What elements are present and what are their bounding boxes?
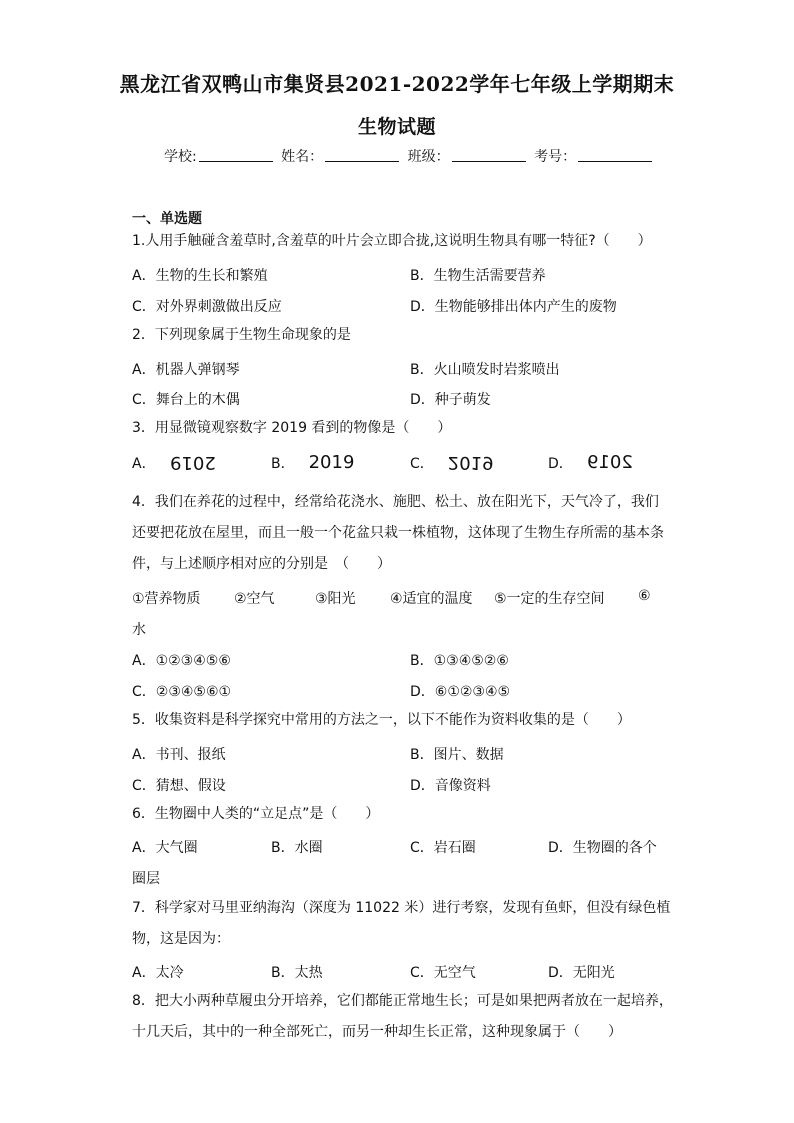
factor-6-wrap: 水 xyxy=(132,622,146,638)
option-a[interactable]: A．生物的生长和繁殖 xyxy=(132,268,268,284)
option-a[interactable]: A．书刊、报纸 xyxy=(132,747,226,763)
option-d[interactable] xyxy=(548,452,633,473)
option-b[interactable]: B．生物生活需要营养 xyxy=(410,268,546,284)
factor-3: ③阳光 xyxy=(315,591,356,607)
microscope-image-d: 2019 xyxy=(586,452,633,473)
option-d[interactable]: D．⑥①②③④⑤ xyxy=(410,684,511,700)
option-b[interactable]: B．火山喷发时岩浆喷出 xyxy=(410,362,560,378)
option-d[interactable]: D．种子萌发 xyxy=(410,392,491,408)
option-c[interactable]: C．猜想、假设 xyxy=(132,778,226,794)
option-b[interactable]: B．①③④⑤②⑥ xyxy=(410,653,509,669)
student-info-line xyxy=(164,146,656,166)
option-letter: C． xyxy=(410,456,434,472)
factor-1: ①营养物质 xyxy=(132,591,201,607)
factor-2: ②空气 xyxy=(234,591,275,607)
option-c[interactable]: C．无空气 xyxy=(410,965,476,981)
factor-5: ⑤一定的生存空间 xyxy=(494,591,605,607)
option-b[interactable]: B．图片、数据 xyxy=(410,747,504,763)
option-c[interactable]: C．对外界刺激做出反应 xyxy=(132,299,282,315)
option-a[interactable] xyxy=(132,452,215,473)
option-a[interactable]: A．大气圈 xyxy=(132,840,198,856)
microscope-image-b: 2019 xyxy=(308,452,355,473)
factor-6: ⑥ xyxy=(638,588,651,604)
question-stem xyxy=(132,487,672,580)
stem-line: 8．把大小两种草履虫分开培养，它们都能正常地生长；可是如果把两者放在一起培养， xyxy=(132,993,673,1009)
section-title: 一、单选题 xyxy=(132,211,202,227)
option-letter: D． xyxy=(548,456,573,472)
exam-number-label: 考号： xyxy=(534,149,577,165)
class-field[interactable] xyxy=(452,149,526,162)
option-a[interactable]: A．机器人弹钢琴 xyxy=(132,362,240,378)
microscope-image-c: 2019 xyxy=(447,452,494,473)
question-stem: 6．生物圈中人类的“立足点”是（ ） xyxy=(132,806,380,822)
question-stem: 5．收集资料是科学探究中常用的方法之一，以下不能作为资料收集的是（ ） xyxy=(132,712,631,728)
option-d[interactable]: D．无阳光 xyxy=(548,965,615,981)
class-label: 班级： xyxy=(407,149,450,165)
name-label: 姓名： xyxy=(281,149,324,165)
name-field[interactable] xyxy=(325,149,399,162)
exam-subject: 生物试题 xyxy=(357,116,436,138)
option-a[interactable]: A．太冷 xyxy=(132,965,184,981)
exam-number-field[interactable] xyxy=(578,149,652,162)
factor-4: ④适宜的温度 xyxy=(390,591,473,607)
stem-line: 件，与上述顺序相对应的分别是 （ ） xyxy=(132,556,391,572)
option-c[interactable] xyxy=(410,452,494,473)
option-b[interactable]: B．水圈 xyxy=(271,840,323,856)
question-stem: 3．用显微镜观察数字 2019 看到的物像是（ ） xyxy=(132,420,452,436)
option-b[interactable]: B．太热 xyxy=(271,965,323,981)
option-d[interactable]: D．音像资料 xyxy=(410,778,491,794)
exam-title: 黑龙江省双鸭山市集贤县2021-2022学年七年级上学期期末 xyxy=(119,72,675,96)
option-d-wrap: 圈层 xyxy=(132,871,160,887)
option-b[interactable] xyxy=(271,452,354,473)
option-c[interactable]: C．舞台上的木偶 xyxy=(132,392,240,408)
stem-line: 4．我们在养花的过程中，经常给花浇水、施肥、松土、放在阳光下，天气冷了，我们 xyxy=(132,494,659,510)
option-c[interactable]: C．岩石圈 xyxy=(410,840,476,856)
question-stem xyxy=(132,986,672,1048)
stem-line: 物，这是因为： xyxy=(132,931,230,947)
option-d[interactable]: D．生物圈的各个 xyxy=(548,840,657,856)
microscope-image-a: 2019 xyxy=(169,452,216,473)
stem-line: 十几天后，其中的一种全部死亡，而另一种却生长正常，这种现象属于（ ） xyxy=(132,1024,622,1040)
stem-line: 还要把花放在屋里，而且一般一个花盆只栽一株植物，这体现了生物生存所需的基本条 xyxy=(132,525,664,541)
option-letter: A． xyxy=(132,456,156,472)
school-field[interactable] xyxy=(199,149,273,162)
option-d[interactable]: D．生物能够排出体内产生的废物 xyxy=(410,299,617,315)
option-letter: B． xyxy=(271,456,295,472)
option-c[interactable]: C．②③④⑤⑥① xyxy=(132,684,232,700)
question-stem xyxy=(132,893,672,955)
option-a[interactable]: A．①②③④⑤⑥ xyxy=(132,653,231,669)
question-stem: 2．下列现象属于生物生命现象的是 xyxy=(132,327,351,343)
question-stem: 1.人用手触碰含羞草时,含羞草的叶片会立即合拢,这说明生物具有哪一特征?（ ） xyxy=(132,233,652,249)
stem-line: 7．科学家对马里亚纳海沟（深度为 11022 米）进行考察，发现有鱼虾，但没有绿色植 xyxy=(132,900,671,916)
school-label: 学校: xyxy=(164,149,197,165)
